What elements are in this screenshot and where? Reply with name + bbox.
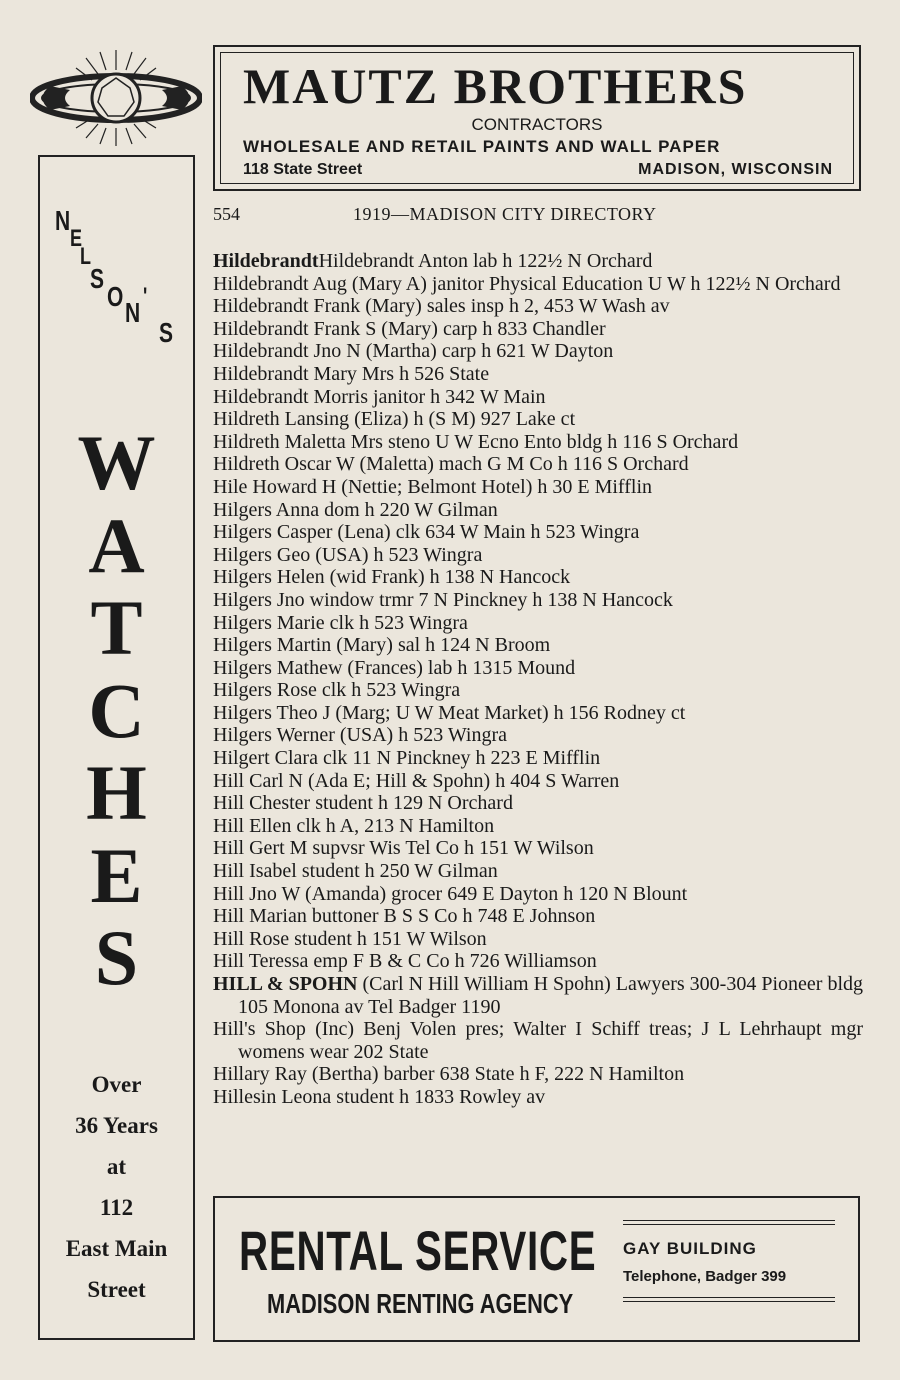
directory-entry: Hill Rose student h 151 W Wilson <box>213 927 487 950</box>
mautz-subtitle: CONTRACTORS <box>471 115 603 134</box>
directory-entry: Hildreth Maletta Mrs steno U W Ecno Ento bldg h 116 S Orchard <box>213 430 739 453</box>
tagline-line: Over <box>91 1072 142 1097</box>
rental-subtitle: MADISON RENTING AGENCY <box>267 1288 574 1319</box>
directory-entry: Hillesin Leona student h 1833 Rowley av <box>213 1085 546 1108</box>
directory-entries <box>213 250 863 1109</box>
directory-entry: HildebrandtHildebrandt Anton lab h 122½ N Orchard <box>213 250 653 272</box>
nelsons-brand: N E L S O N ' S <box>55 205 174 348</box>
tagline-line: 112 <box>99 1195 134 1220</box>
directory-entry: Hilgers Martin (Mary) sal h 124 N Broom <box>213 634 551 657</box>
directory-entry: Hilgers Helen (wid Frank) h 138 N Hancock <box>213 566 571 589</box>
directory-entry: Hilgers Casper (Lena) clk 634 W Main h 523 Wingra <box>213 521 640 544</box>
directory-entry: Hildreth Lansing (Eliza) h (S M) 927 Lake ct <box>213 408 576 431</box>
directory-entry: Hill Gert M supvsr Wis Tel Co h 151 W Wilson <box>213 837 594 860</box>
watches-letter: T <box>90 584 143 671</box>
directory-entry: Hildebrandt Frank S (Mary) carp h 833 Chandler <box>213 317 606 340</box>
directory-entry: Hill Ellen clk h A, 213 N Hamilton <box>213 814 495 837</box>
directory-entry: HILL & SPOHN (Carl N Hill William H Spohn) Lawyers 300-304 Pioneer bldg 105 Monona av Tel Badger 1190 <box>213 973 863 1018</box>
watches-letter: E <box>90 831 143 919</box>
rental-contact <box>623 1220 835 1302</box>
watches-letter: W <box>77 419 156 506</box>
directory-entry: Hilgers Rose clk h 523 Wingra <box>213 679 461 702</box>
directory-entry: Hildebrandt Morris janitor h 342 W Main <box>213 385 546 408</box>
directory-entry: Hildebrandt Mary Mrs h 526 State <box>213 362 490 385</box>
directory-entry: Hilgers Anna dom h 220 W Gilman <box>213 498 498 521</box>
directory-entry: Hildebrandt Frank (Mary) sales insp h 2, 453 W Wash av <box>213 295 670 318</box>
watches-letter: A <box>88 501 145 589</box>
mautz-title: MAUTZ BROTHERS <box>243 58 748 114</box>
directory-entry: Hillary Ray (Bertha) barber 638 State h F, 222 N Hamilton <box>213 1063 685 1086</box>
directory-entry: Hildebrandt Jno N (Martha) carp h 621 W Dayton <box>213 340 614 363</box>
watches-letter: C <box>88 666 145 754</box>
ring-logo-icon <box>30 48 202 148</box>
directory-title: 1919—MADISON CITY DIRECTORY <box>353 204 657 224</box>
mautz-brothers-ad <box>213 45 861 191</box>
directory-entry: Hill Isabel student h 250 W Gilman <box>213 860 498 883</box>
tagline-line: 36 Years <box>75 1113 158 1138</box>
directory-entry: Hill Chester student h 129 N Orchard <box>213 792 513 815</box>
directory-entry: Hilgers Werner (USA) h 523 Wingra <box>213 724 508 747</box>
directory-entry: Hill Teressa emp F B & C Co h 726 Williamson <box>213 950 597 973</box>
entry-bold-name: HILL & SPOHN <box>213 973 358 995</box>
watches-letter: H <box>86 749 147 836</box>
directory-entry: Hilgert Clara clk 11 N Pinckney h 223 E Mifflin <box>213 747 601 770</box>
sidebar-tagline <box>38 1064 195 1310</box>
rental-title: RENTAL SERVICE <box>239 1219 597 1282</box>
watches-headline <box>38 419 195 1001</box>
mautz-address-line <box>243 161 833 179</box>
directory-entry: Hill Marian buttoner B S S Co h 748 E Johnson <box>213 905 596 928</box>
mautz-address: 118 State Street <box>243 161 363 178</box>
mautz-city: MADISON, WISCONSIN <box>638 161 833 178</box>
directory-entry: Hilgers Theo J (Marg; U W Meat Market) h 156 Rodney ct <box>213 701 686 724</box>
directory-entry: Hill Jno W (Amanda) grocer 649 E Dayton h 120 N Blount <box>213 882 688 905</box>
rental-service-ad <box>213 1196 860 1342</box>
directory-entry: Hilgers Jno window trmr 7 N Pinckney h 138 N Hancock <box>213 588 673 611</box>
mautz-tagline <box>243 137 833 157</box>
page-number: 554 <box>213 204 240 224</box>
directory-entry: Hilgers Mathew (Frances) lab h 1315 Mound <box>213 656 576 679</box>
mautz-tagline-text: WHOLESALE AND RETAIL PAINTS AND WALL PAPER <box>243 137 721 156</box>
watches-letters <box>38 419 195 1001</box>
directory-entry: Hildebrandt Aug (Mary A) janitor Physical Education U W h 122½ N Orchard <box>213 272 841 295</box>
divider <box>623 1220 835 1225</box>
rental-building: GAY BUILDING <box>623 1239 757 1258</box>
tagline-line: Street <box>87 1277 146 1302</box>
divider <box>623 1297 835 1302</box>
tagline-line: at <box>106 1154 127 1179</box>
directory-entry: Hill Carl N (Ada E; Hill & Spohn) h 404 S Warren <box>213 769 620 792</box>
entry-bold-name: Hildebrandt <box>213 250 319 272</box>
directory-entry: Hildreth Oscar W (Maletta) mach G M Co h 116 S Orchard <box>213 453 689 476</box>
directory-entry: Hile Howard H (Nettie; Belmont Hotel) h 30 E Mifflin <box>213 475 652 498</box>
directory-entry: Hill's Shop (Inc) Benj Volen pres; Walter I Schiff treas; J L Lehrhaupt mgr womens wear 202 State <box>213 1018 863 1063</box>
directory-entry: Hilgers Marie clk h 523 Wingra <box>213 611 468 634</box>
tagline-line: East Main <box>65 1236 168 1261</box>
rental-telephone: Telephone, Badger 399 <box>623 1268 787 1285</box>
watches-letter: S <box>94 914 139 1001</box>
directory-entry: Hilgers Geo (USA) h 523 Wingra <box>213 543 483 566</box>
